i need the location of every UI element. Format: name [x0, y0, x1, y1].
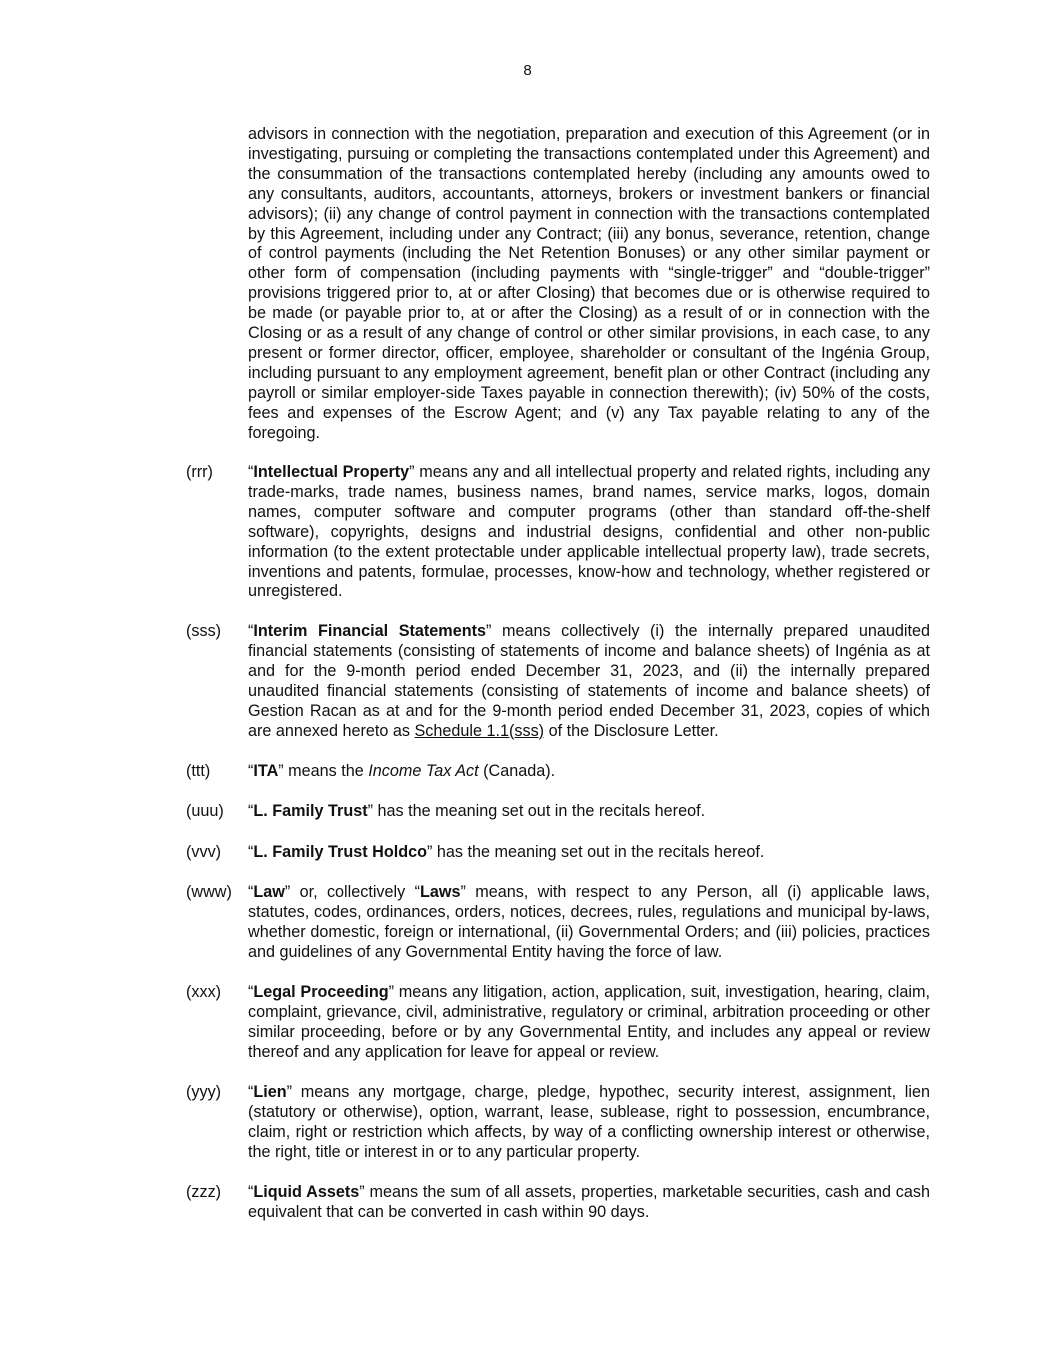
definition-number: (uuu): [186, 802, 224, 820]
schedule-reference: Schedule 1.1(sss): [414, 721, 545, 740]
definition-text: has the meaning set out in the recitals hereof.: [373, 802, 706, 820]
definition-number: (www): [186, 883, 232, 901]
definition-item: [186, 983, 930, 1063]
defined-term: Liquid Assets: [253, 1183, 360, 1201]
defined-term: Legal Proceeding: [253, 983, 389, 1001]
defined-term: Intellectual Property: [253, 463, 410, 481]
definition-item: [186, 463, 930, 602]
definition-text-after: of the Disclosure Letter.: [544, 721, 719, 740]
definition-number: (rrr): [186, 463, 213, 481]
definition-body: “Lien” means any mortgage, charge, pledge, hypothec, security interest, assignment, lien (statutory or otherwise), option, warrant, lease, sublease, right to possession, encumbrance, claim, right or restriction which affects, by way of a conflicting ownership interest or otherwise, the right, title or interest in or to any particular property.: [248, 1083, 930, 1161]
definition-body: “Law” or, collectively “Laws” means, with respect to any Person, all (i) applicable laws, statutes, codes, ordinances, orders, notices, decrees, rules, regulations and municipal by-laws, whether domestic, foreign or international, (ii) Governmental Orders; and (iii) policies, practices and guidelines of any Governmental Entity having the force of law.: [248, 883, 930, 961]
definition-number: (sss): [186, 622, 222, 640]
definition-item: [186, 622, 930, 741]
defined-term: Interim Financial Statements: [253, 622, 486, 640]
definition-text: means any mortgage, charge, pledge, hypothec, security interest, assignment, lien (statutory or otherwise), option, warrant, lease, sublease, right to possession, encumbrance, claim, right or restriction which affects, by way of a conflicting ownership interest or otherwise, the right, title or interest in or to any particular property.: [248, 1083, 930, 1161]
definition-number: (vvv): [186, 843, 222, 861]
definition-body: “Liquid Assets” means the sum of all assets, properties, marketable securities, cash and cash equivalent that can be converted in cash within 90 days.: [248, 1183, 930, 1221]
defined-term: L. Family Trust: [253, 802, 368, 820]
definition-body: “Legal Proceeding” means any litigation, action, application, suit, investigation, hearing, claim, complaint, grievance, civil, administrative, regulatory or criminal, arbitration proceeding or other similar proceeding, before or by any Governmental Entity, and includes any appeal or review thereof and any application for leave for appeal or review.: [248, 983, 930, 1061]
definition-body: “Intellectual Property” means any and all intellectual property and related rights, including any trade-marks, trade names, business names, brand names, service marks, logos, domain names, computer software and computer programs (other than standard off-the-shelf software), copyrights, designs and industrial designs, confidential and other non-public information (to the extent protectable under applicable intellectual property law), trade secrets, inventions and patents, formulae, processes, know-how and technology, whether registered or unregistered.: [248, 463, 931, 601]
defined-term: Law: [253, 883, 285, 901]
definition-text: means, with respect to any Person, all (i) applicable laws, statutes, codes, ordinances, orders, notices, decrees, rules, regulations and municipal by-laws, whether domestic, foreign or international, (ii) Governmental Orders; and (iii) policies, practices and guidelines of any Governmental Entity having the force of law.: [248, 883, 930, 961]
definition-text: means collectively (i) the internally prepared unaudited financial statements (consisting of statements of income and balance sheets) of Ingénia as at and for the 9-month period ended December 31, 2023, and (ii) the internally prepared unaudited financial statements (consisting of statements of income and balance sheets) of Gestion Racan as at and for the 9-month period ended December 31, 2023, copies of which are annexed hereto as: [248, 622, 930, 740]
definition-item: [186, 1183, 930, 1223]
definition-body: “L. Family Trust Holdco” has the meaning set out in the recitals hereof.: [248, 843, 765, 861]
statute-title: Income Tax Act: [368, 762, 479, 780]
definition-item: [186, 762, 930, 782]
definition-body: “L. Family Trust” has the meaning set out in the recitals hereof.: [248, 802, 706, 820]
definition-text: has the meaning set out in the recitals hereof.: [432, 843, 765, 861]
defined-term-plural: Laws: [419, 883, 461, 901]
definition-text-mid: or, collectively “: [290, 883, 420, 901]
definition-text-after: (Canada).: [478, 762, 556, 780]
defined-term: L. Family Trust Holdco: [253, 843, 427, 861]
definition-number: (xxx): [186, 983, 222, 1001]
definition-number: (ttt): [186, 762, 211, 780]
definition-item: [186, 843, 930, 863]
definition-text: means any and all intellectual property and related rights, including any trade-marks, trade names, business names, brand names, service marks, logos, domain names, computer software and computer programs (other than standard off-the-shelf software), copyrights, designs and industrial designs, confidential and other non-public information (to the extent protectable under applicable intellectual property law), trade secrets, inventions and patents, formulae, processes, know-how and technology, whether registered or unregistered.: [248, 463, 931, 601]
definition-item: [186, 802, 930, 822]
definition-item: [186, 883, 930, 963]
page-number: 8: [523, 62, 532, 79]
continuation-paragraph: advisors in connection with the negotiation, preparation and execution of this Agreement (or in investigating, pursuing or completing the transactions contemplated under this Agreement) and the consummation of the transactions contemplated hereby (including any amounts owed to any consultants, auditors, accountants, attorneys, brokers or investment bankers or financial advisors); (ii) any change of control payment in connection with the transactions contemplated by this Agreement, including under any Contract; (iii) any bonus, severance, retention, change of control payments (including the Net Retention Bonuses) or any other similar payment or other form of compensation (including payments with “single-trigger” and “double-trigger” provisions triggered prior to, at or after Closing) that becomes due or is otherwise required to be made (or payable prior to, at or after the Closing) as a result of or in connection with the Closing or as a result of any change of control or other similar provisions, in each case, to any present or former director, officer, employee, shareholder or consultant of the Ingénia Group, including pursuant to any employment agreement, benefit plan or other Contract (including any payroll or similar employer-side Taxes payable in connection therewith); (iv) 50% of the costs, fees and expenses of the Escrow Agent; and (v) any Tax payable relating to any of the foregoing.: [248, 125, 930, 442]
definition-body: “Interim Financial Statements” means collectively (i) the internally prepared unaudited financial statements (consisting of statements of income and balance sheets) of Ingénia as at and for the 9-month period ended December 31, 2023, and (ii) the internally prepared unaudited financial statements (consisting of statements of income and balance sheets) of Gestion Racan as at and for the 9-month period ended December 31, 2023, copies of which are annexed hereto as Schedule 1.1(sss) of the Disclosure Letter.: [248, 622, 930, 740]
defined-term: Lien: [253, 1083, 287, 1101]
definition-number: (zzz): [186, 1183, 222, 1201]
definition-body: “ITA” means the Income Tax Act (Canada).: [248, 762, 556, 780]
definition-text: means the sum of all assets, properties, marketable securities, cash and cash equivalent that can be converted in cash within 90 days.: [248, 1183, 930, 1221]
definition-number: (yyy): [186, 1083, 222, 1101]
defined-term: ITA: [253, 762, 279, 780]
definition-text: means any litigation, action, application, suit, investigation, hearing, claim, complaint, grievance, civil, administrative, regulatory or criminal, arbitration proceeding or other similar proceeding, before or by any Governmental Entity, and includes any appeal or review thereof and any application for leave for appeal or review.: [248, 983, 930, 1061]
definition-item: [186, 1083, 930, 1163]
definition-text: means the: [283, 762, 369, 780]
